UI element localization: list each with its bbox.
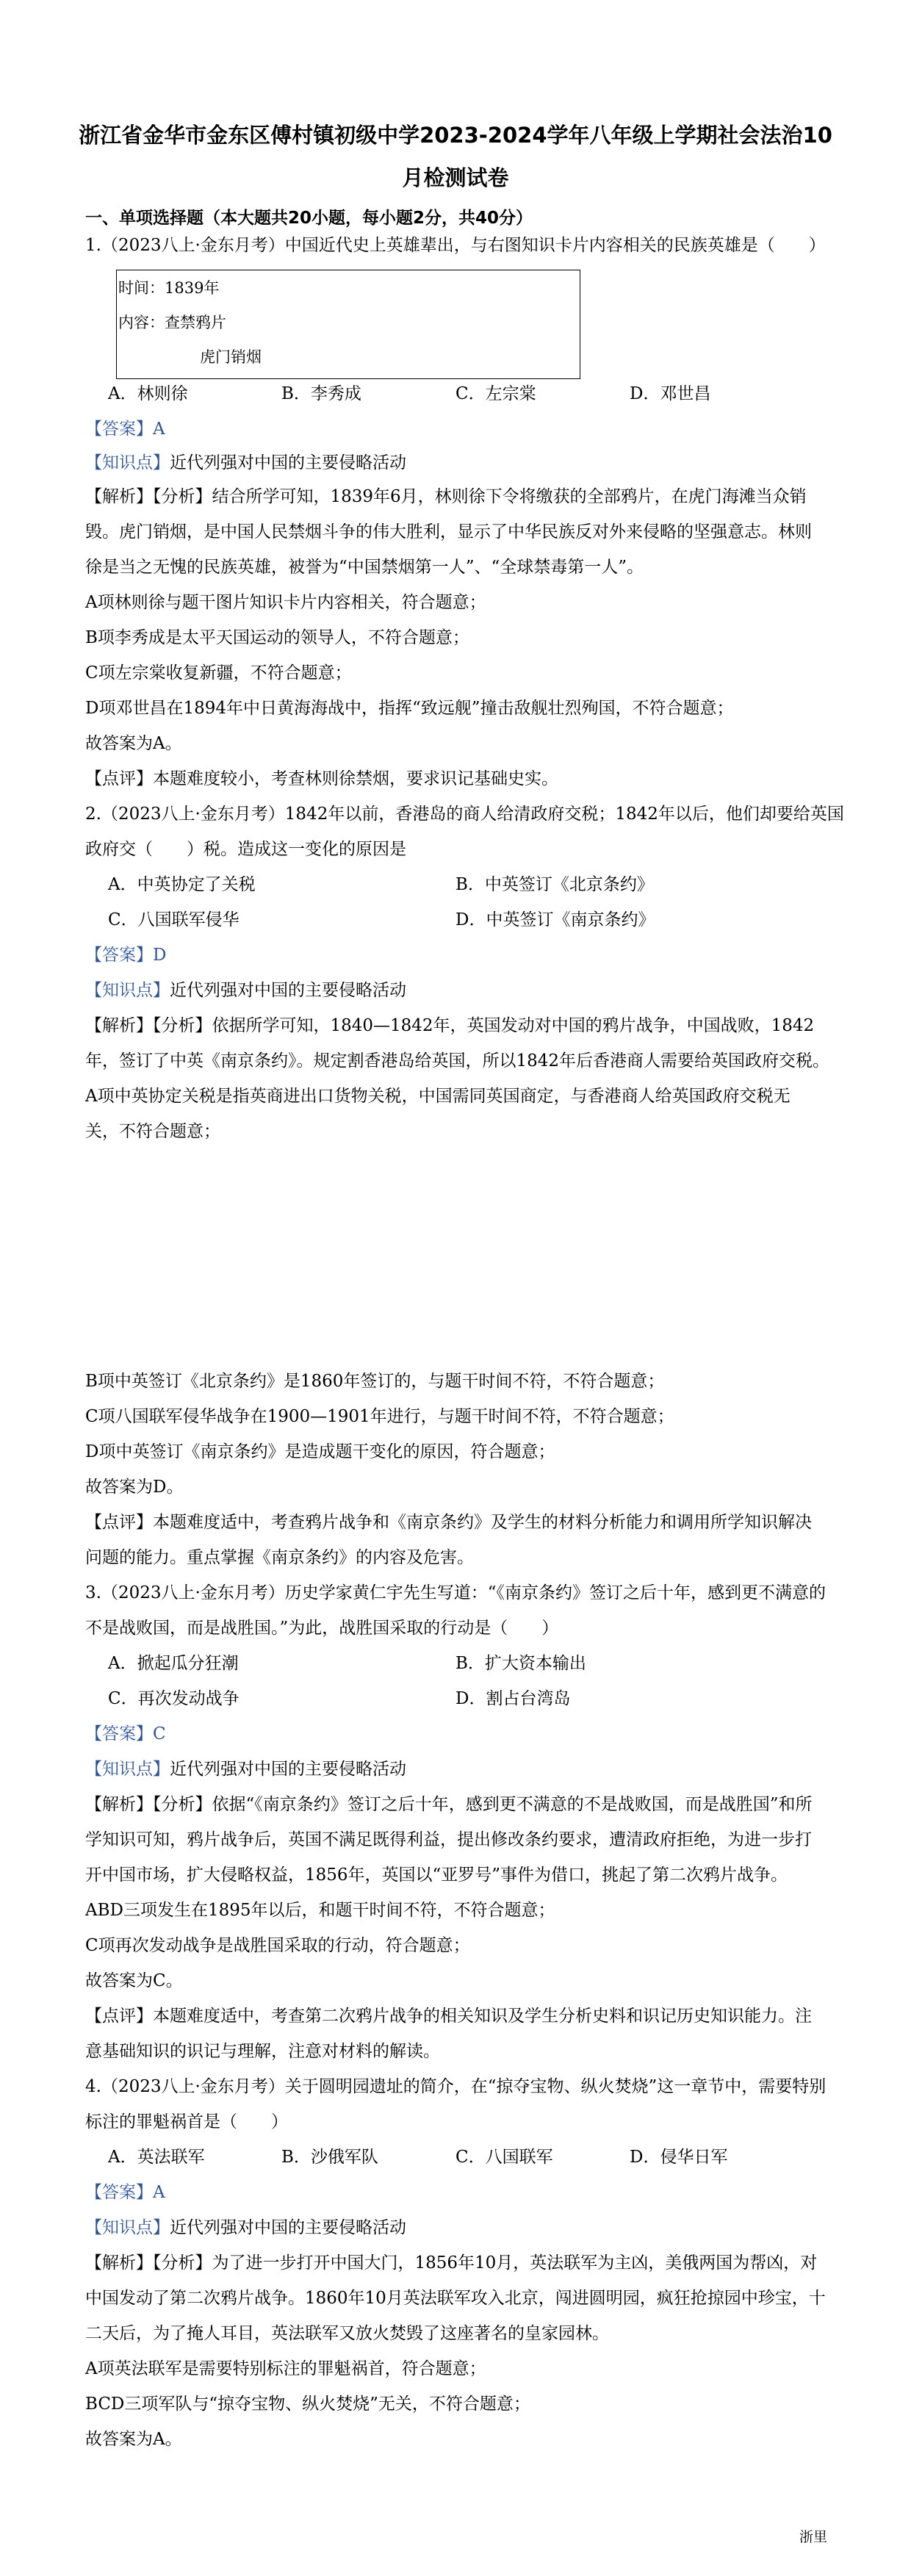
- q3-analysis-line: C项再次发动战争是战胜国采取的行动，符合题意；: [85, 1936, 470, 1955]
- card-event: 虎门销烟: [200, 348, 262, 366]
- q4-stem: 标注的罪魁祸首是（ ）: [85, 2112, 288, 2131]
- q3-option-c: C．再次发动战争: [108, 1689, 240, 1708]
- q4-stem: 4.（2023八上·金东月考）关于圆明园遗址的简介，在“掠夺宝物、纵火焚烧”这一章节中，需要特别: [85, 2077, 827, 2096]
- q2-comment: 【点评】本题难度适中，考查鸦片战争和《南京条约》及学生的材料分析能力和调用所学知识解决: [85, 1513, 812, 1532]
- q1-option-d: D．邓世昌: [630, 384, 711, 403]
- q4-analysis-line: A项英法联军是需要特别标注的罪魁祸首，符合题意；: [85, 2359, 486, 2378]
- q3-stem: 3.（2023八上·金东月考）历史学家黄仁宇先生写道：“《南京条约》签订之后十年，感到更不满意的: [85, 1583, 827, 1602]
- q4-option-d: D．侵华日军: [630, 2148, 728, 2167]
- q4-answer: 【答案】A: [85, 2183, 165, 2202]
- q2-stem: 政府交（ ）税。造成这一变化的原因是: [85, 840, 406, 859]
- q3-answer: 【答案】C: [85, 1724, 166, 1744]
- q1-analysis-line: 故答案为A。: [85, 734, 182, 753]
- q4-option-c: C．八国联军: [455, 2148, 553, 2167]
- q2-analysis-line: B项中英签订《北京条约》是1860年签订的，与题干时间不符，不符合题意；: [85, 1372, 665, 1391]
- q1-option-b: B．李秀成: [281, 384, 361, 403]
- q1-stem: 1.（2023八上·金东月考）中国近代史上英雄辈出，与右图知识卡片内容相关的民族英雄是（ ）: [85, 236, 826, 255]
- q1-analysis-line: A项林则徐与题干图片知识卡片内容相关，符合题意；: [85, 593, 486, 612]
- q3-option-d: D．割占台湾岛: [455, 1689, 571, 1708]
- q2-option-d: D．中英签订《南京条约》: [455, 910, 655, 929]
- page-footer: 浙里: [799, 2529, 828, 2545]
- paper-title-line1: 浙江省金华市金东区傅村镇初级中学2023-2024学年八年级上学期社会法治10: [79, 123, 832, 148]
- q1-comment: 【点评】本题难度较小，考查林则徐禁烟，要求识记基础史实。: [85, 769, 558, 788]
- q3-option-b: B．扩大资本输出: [455, 1654, 586, 1673]
- q2-knowledge-point: 【知识点】近代列强对中国的主要侵略活动: [85, 981, 406, 1000]
- q1-option-c: C．左宗棠: [455, 384, 536, 403]
- knowledge-card: [116, 270, 580, 379]
- paper-title-line2: 月检测试卷: [402, 165, 509, 190]
- card-time: 时间：1839年: [118, 279, 220, 297]
- q4-analysis-line: 中国发动了第二次鸦片战争。1860年10月英法联军攻入北京，闯进圆明园，疯狂抢掠园中珍宝，十: [85, 2289, 826, 2308]
- q4-option-a: A．英法联军: [108, 2148, 205, 2167]
- q3-analysis-line: 开中国市场，扩大侵略权益，1856年，英国以“亚罗号”事件为借口，挑起了第二次鸦片战争。: [85, 1866, 788, 1885]
- q3-stem: 不是战败国，而是战胜国。”为此，战胜国采取的行动是（ ）: [85, 1619, 559, 1638]
- q2-comment: 问题的能力。重点掌握《南京条约》的内容及危害。: [85, 1548, 474, 1567]
- q1-analysis-line: 毁。虎门销烟，是中国人民禁烟斗争的伟大胜利，显示了中华民族反对外来侵略的坚强意志。林则: [85, 522, 812, 542]
- q2-analysis-line: 故答案为D。: [85, 1478, 184, 1497]
- q3-comment: 意基础知识的识记与理解，注意对材料的解读。: [85, 2042, 440, 2061]
- q4-analysis-line: 二天后，为了掩人耳目，英法联军又放火焚毁了这座著名的皇家园林。: [85, 2324, 609, 2343]
- q3-analysis-line: 学知识可知，鸦片战争后，英国不满足既得利益，提出修改条约要求，遭清政府拒绝，为进一步打: [85, 1830, 812, 1849]
- q2-analysis-line: 关，不符合题意；: [85, 1122, 220, 1141]
- q1-analysis-line: B项李秀成是太平天国运动的领导人，不符合题意；: [85, 628, 469, 647]
- q1-analysis-line: D项邓世昌在1894年中日黄海海战中，指挥“致远舰”撞击敌舰壮烈殉国，不符合题意；: [85, 699, 734, 718]
- q2-option-b: B．中英签订《北京条约》: [455, 875, 654, 894]
- q4-analysis-line: 故答案为A。: [85, 2430, 182, 2449]
- q1-option-a: A．林则徐: [108, 384, 188, 403]
- q2-answer: 【答案】D: [85, 946, 167, 965]
- q3-comment: 【点评】本题难度适中，考查第二次鸦片战争的相关知识及学生分析史料和识记历史知识能力。注: [85, 2007, 812, 2026]
- q1-analysis-line: 徐是当之无愧的民族英雄，被誉为“中国禁烟第一人”、“全球禁毒第一人”。: [85, 558, 644, 577]
- q4-analysis-line: BCD三项军队与“掠夺宝物、纵火焚烧”无关，不符合题意；: [85, 2395, 530, 2414]
- q2-analysis-line: D项中英签订《南京条约》是造成题干变化的原因，符合题意；: [85, 1442, 555, 1461]
- q3-knowledge-point: 【知识点】近代列强对中国的主要侵略活动: [85, 1760, 406, 1779]
- q2-analysis-line: A项中英协定关税是指英商进出口货物关税，中国需同英国商定，与香港商人给英国政府交税无: [85, 1087, 791, 1106]
- q2-analysis-line: C项八国联军侵华战争在1900—1901年进行，与题干时间不符，不符合题意；: [85, 1407, 674, 1426]
- q2-stem: 2.（2023八上·金东月考）1842年以前，香港岛的商人给清政府交税；1842年以后，他们却要给英国: [85, 805, 844, 824]
- q1-answer: 【答案】A: [85, 420, 165, 439]
- card-content: 内容：查禁鸦片: [118, 314, 226, 331]
- q2-option-a: A．中英协定了关税: [108, 875, 256, 894]
- q1-analysis-line: 【解析】【分析】结合所学可知，1839年6月，林则徐下令将缴获的全部鸦片，在虎门海滩当众销: [85, 487, 807, 506]
- q2-analysis-line: 【解析】【分析】依据所学可知，1840—1842年，英国发动对中国的鸦片战争，中国战败，1842: [85, 1016, 815, 1035]
- q2-option-c: C．八国联军侵华: [108, 910, 240, 929]
- q4-option-b: B．沙俄军队: [281, 2148, 378, 2167]
- q3-analysis-line: 故答案为C。: [85, 1971, 183, 1990]
- section-heading: 一、单项选择题（本大题共20小题，每小题2分，共40分）: [85, 209, 533, 228]
- q3-analysis-line: ABD三项发生在1895年以后，和题干时间不符，不符合题意；: [85, 1901, 555, 1920]
- q3-option-a: A．掀起瓜分狂潮: [108, 1654, 239, 1673]
- q4-knowledge-point: 【知识点】近代列强对中国的主要侵略活动: [85, 2218, 406, 2237]
- q1-knowledge-point: 【知识点】近代列强对中国的主要侵略活动: [85, 453, 406, 472]
- q4-analysis-line: 【解析】【分析】为了进一步打开中国大门，1856年10月，英法联军为主凶，美俄两国为帮凶，对: [85, 2253, 818, 2273]
- q2-analysis-line: 年，签订了中英《南京条约》。规定割香港岛给英国，所以1842年后香港商人需要给英国政府交税。: [85, 1051, 830, 1071]
- q1-analysis-line: C项左宗棠收复新疆，不符合题意；: [85, 663, 352, 683]
- q3-analysis-line: 【解析】【分析】依据“《南京条约》签订之后十年，感到更不满意的不是战败国，而是战胜国”和所: [85, 1795, 813, 1814]
